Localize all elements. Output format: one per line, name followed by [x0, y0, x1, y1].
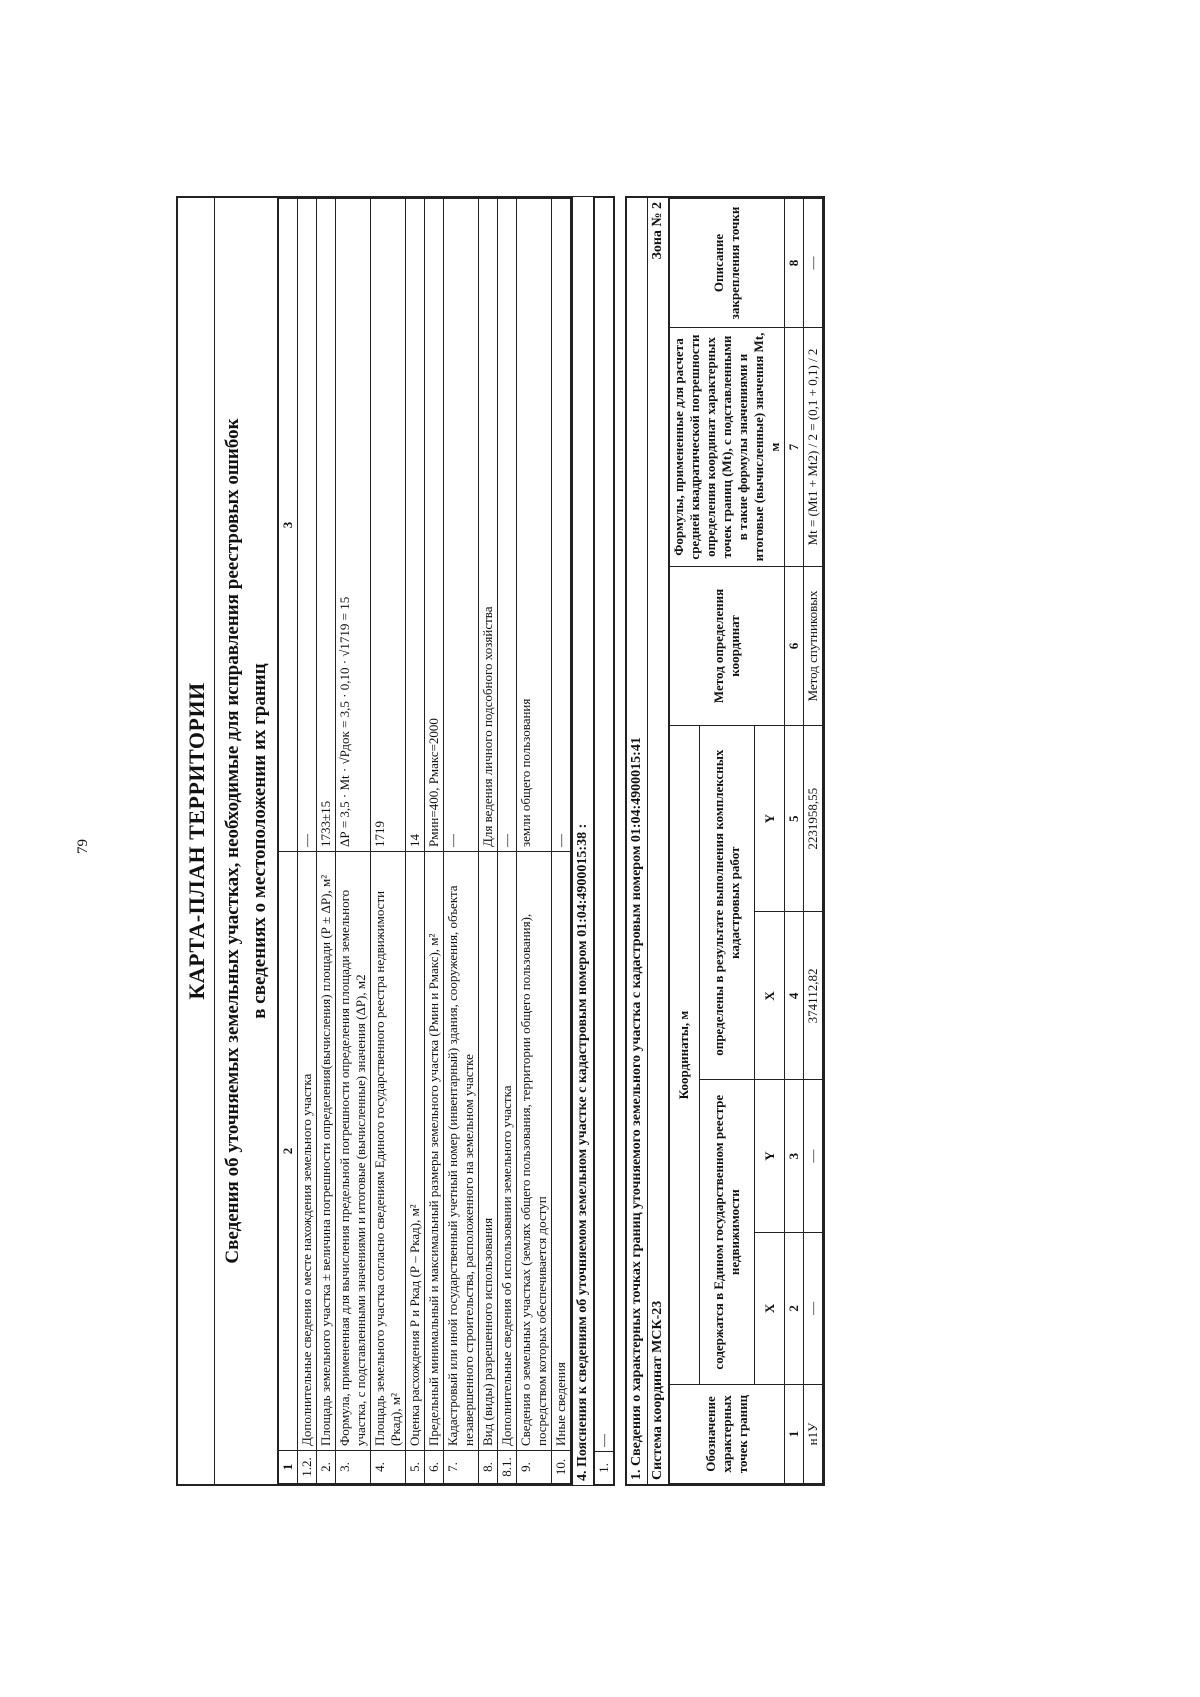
- coord-zone: Зона № 2: [650, 202, 665, 260]
- coords-table: [669, 198, 823, 1484]
- table-row: [371, 199, 406, 1484]
- col-number: 2: [785, 1232, 804, 1384]
- row-num: 4.: [371, 1451, 406, 1484]
- section-4-table: [594, 196, 615, 1486]
- col-number: 3: [785, 1080, 804, 1232]
- y-egrn: —: [804, 1080, 823, 1232]
- coords-heading: 1. Сведения о характерных точках границ уточняемого земельного участка с кадастровым номером 01:04:4900015:41: [627, 198, 648, 1484]
- coords-frame: [625, 196, 825, 1486]
- subtitle-line-2: в сведениях о местоположении их границ: [249, 663, 270, 1019]
- coords-number-row: [785, 199, 804, 1484]
- row-num: 9.: [517, 1451, 552, 1484]
- row-value: 14: [406, 199, 425, 852]
- y-defined: 2231958,55: [804, 726, 823, 912]
- header-egrn: содержатся в Едином государственном реестре недвижимости: [699, 1080, 754, 1385]
- point-description: —: [804, 199, 823, 328]
- x-defined: 374112,82: [804, 912, 823, 1080]
- row-desc: Дополнительные сведения об использовании земельного участка: [498, 852, 517, 1451]
- col-number: 6: [785, 567, 804, 726]
- formula: Mt = (Mt1 + Mt2) / 2 = (0,1 + 0,1) / 2: [804, 328, 823, 567]
- row-desc: Кадастровый или иной государственный учетный номер (инвентарный) здания, сооружения, объекта незавершенного строительства, расположенного на земельном участке: [444, 852, 479, 1451]
- table-row: [444, 199, 479, 1484]
- col-header-1: 1: [279, 1451, 298, 1484]
- section-4-heading: 4. Пояснения к сведениям об уточняемом земельном участке с кадастровым номером 01:04:4900015:38 :: [573, 196, 594, 1486]
- table-row: [336, 199, 371, 1484]
- coord-system: Система координат МСК-23: [650, 1300, 665, 1480]
- header-method: Метод определения координат: [670, 567, 785, 726]
- col-header-3: 3: [279, 199, 298, 852]
- row-num: 2.: [317, 1451, 336, 1484]
- table-row: [479, 199, 498, 1484]
- header-formula: Формулы, примененные для расчета средней квадратической погрешности определения координат характерных точек границ (Мt), с подставленными в такие формулы значениями и итоговые (вычисленные) значения Мt, м: [670, 328, 785, 567]
- row-desc: Вид (виды) разрешенного использования: [479, 852, 498, 1451]
- table-row: [552, 199, 571, 1484]
- main-frame: [176, 196, 573, 1486]
- row-value: —: [298, 199, 317, 852]
- row-value: —: [595, 197, 615, 1452]
- row-desc: Площадь земельного участка ± величина погрешности определения(вычисления) площади (Р ± ΔР), м²: [317, 852, 336, 1451]
- table-row: [425, 199, 444, 1484]
- header-x-egrn: X: [755, 1232, 785, 1384]
- coords-header-row-1: [670, 199, 700, 1484]
- table-row: [298, 199, 317, 1484]
- row-desc: Предельный минимальный и максимальный размеры земельного участка (Рмин и Рмакс), м²: [425, 852, 444, 1451]
- document-subtitle: [215, 198, 278, 1484]
- header-defined: определены в результате выполнения комплексных кадастровых работ: [699, 726, 754, 1080]
- row-num: 10.: [552, 1451, 571, 1484]
- document-title: КАРТА-ПЛАН ТЕРРИТОРИИ: [178, 198, 215, 1484]
- row-desc: Иные сведения: [552, 852, 571, 1451]
- header-y-egrn: Y: [755, 1080, 785, 1232]
- row-num: 8.: [479, 1451, 498, 1484]
- table-row: [317, 199, 336, 1484]
- subtitle-line-1: Сведения об уточняемых земельных участках, необходимые для исправления реестровых ошибок: [222, 418, 243, 1264]
- method: Метод спутниковых: [804, 567, 823, 726]
- row-num: 1.: [595, 1452, 615, 1486]
- row-num: 1.2.: [298, 1451, 317, 1484]
- row-value: —: [552, 199, 571, 852]
- row-desc: Оценка расхождения Р и Ркад (Р – Ркад), м²: [406, 852, 425, 1451]
- row-num: 5.: [406, 1451, 425, 1484]
- info-header-row: [279, 199, 298, 1484]
- row-value-formula: ΔР = 3,5 · Mt · √Рдок = 3,5 · 0,10 · √1719 = 15: [336, 199, 371, 852]
- row-desc: Дополнительные сведения о месте нахождения земельного участка: [298, 852, 317, 1451]
- section-4-row: [595, 197, 615, 1485]
- row-value: Для ведения личного подсобного хозяйства: [479, 199, 498, 852]
- col-number: 8: [785, 199, 804, 328]
- header-coords: Координаты, м: [670, 726, 700, 1385]
- col-number: 4: [785, 912, 804, 1080]
- row-num: 8.1.: [498, 1451, 517, 1484]
- page-number: 79: [75, 839, 91, 854]
- coords-system-bar: [648, 198, 669, 1484]
- row-desc: Сведения о земельных участках (землях общего пользования, территории общего пользования), посредством которых обеспечивается доступ: [517, 852, 552, 1451]
- rotated-sheet: [176, 196, 1046, 1486]
- col-header-2: 2: [279, 852, 298, 1451]
- row-value: Рмин=400, Рмакс=2000: [425, 199, 444, 852]
- row-desc: Формула, примененная для вычисления предельной погрешности определения площади земельного участка, с подставленными значениями и итоговые (вычисленные) значения (ΔР), м2: [336, 852, 371, 1451]
- header-point: Обозначение характерных точек границ: [670, 1385, 785, 1484]
- point-id: н1У: [804, 1385, 823, 1484]
- table-row: [406, 199, 425, 1484]
- col-number: 5: [785, 726, 804, 912]
- row-num: 6.: [425, 1451, 444, 1484]
- header-description: Описание закрепления точки: [670, 199, 785, 328]
- header-x-defined: X: [755, 912, 785, 1080]
- row-value: 1719: [371, 199, 406, 852]
- row-value: земли общего пользования: [517, 199, 552, 852]
- row-value: —: [444, 199, 479, 852]
- row-desc: Площадь земельного участка согласно сведениям Единого государственного реестра недвижимости (Ркад), м²: [371, 852, 406, 1451]
- table-row: [517, 199, 552, 1484]
- info-table: [278, 198, 571, 1484]
- coords-data-row: [804, 199, 823, 1484]
- x-egrn: —: [804, 1232, 823, 1384]
- row-num: 7.: [444, 1451, 479, 1484]
- row-value: —: [498, 199, 517, 852]
- row-num: 3.: [336, 1451, 371, 1484]
- header-y-defined: Y: [755, 726, 785, 912]
- row-value: 1733±15: [317, 199, 336, 852]
- col-number: 7: [785, 328, 804, 567]
- table-row: [498, 199, 517, 1484]
- col-number: 1: [785, 1385, 804, 1484]
